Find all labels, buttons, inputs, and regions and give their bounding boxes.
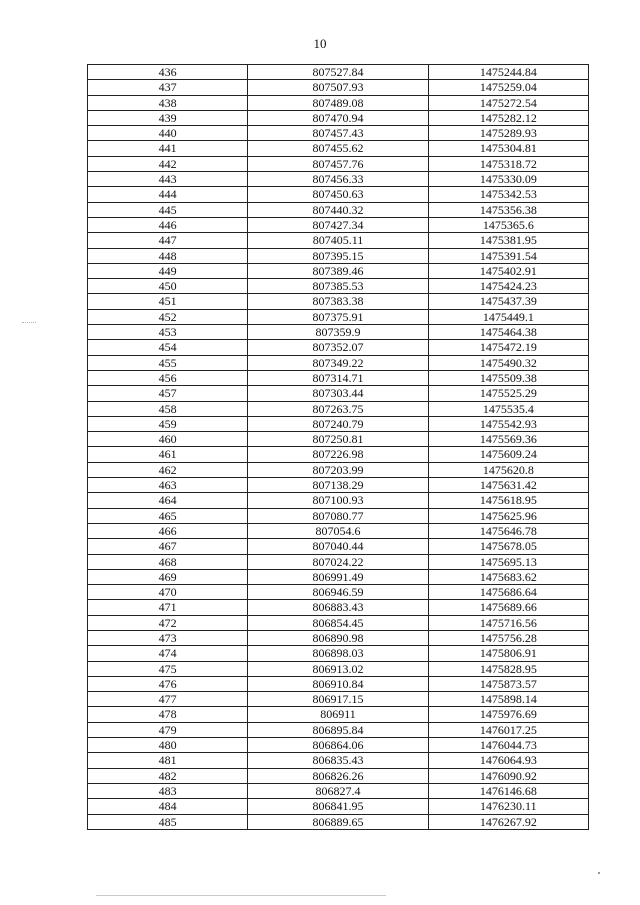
x-coordinate-cell: 806889.65 (248, 814, 428, 829)
table-row (88, 447, 589, 462)
x-coordinate-cell: 807352.07 (248, 340, 428, 355)
table-row (88, 799, 589, 814)
x-coordinate-cell: 807395.15 (248, 248, 428, 263)
table-row (88, 110, 589, 125)
table-row (88, 630, 589, 645)
point-number-cell: 467 (88, 539, 248, 554)
point-number-cell: 473 (88, 630, 248, 645)
point-number-cell: 439 (88, 110, 248, 125)
y-coordinate-cell: 1475569.36 (428, 432, 588, 447)
y-coordinate-cell: 1475304.81 (428, 141, 588, 156)
table-row (88, 783, 589, 798)
y-coordinate-cell: 1475678.05 (428, 539, 588, 554)
y-coordinate-cell: 1475756.28 (428, 630, 588, 645)
point-number-cell: 477 (88, 692, 248, 707)
x-coordinate-cell: 807427.34 (248, 217, 428, 232)
table-row (88, 325, 589, 340)
table-row (88, 95, 589, 110)
y-coordinate-cell: 1475620.8 (428, 462, 588, 477)
x-coordinate-cell: 807470.94 (248, 110, 428, 125)
table-row (88, 187, 589, 202)
y-coordinate-cell: 1475272.54 (428, 95, 588, 110)
x-coordinate-cell: 806946.59 (248, 585, 428, 600)
point-number-cell: 452 (88, 309, 248, 324)
x-coordinate-cell: 807349.22 (248, 355, 428, 370)
y-coordinate-cell: 1475365.6 (428, 217, 588, 232)
table-row (88, 768, 589, 783)
point-number-cell: 474 (88, 646, 248, 661)
table-row (88, 707, 589, 722)
table-row (88, 294, 589, 309)
y-coordinate-cell: 1475330.09 (428, 172, 588, 187)
point-number-cell: 468 (88, 554, 248, 569)
scan-mark (22, 322, 36, 325)
y-coordinate-cell: 1475716.56 (428, 615, 588, 630)
table-row (88, 370, 589, 385)
table-row (88, 692, 589, 707)
x-coordinate-cell: 807226.98 (248, 447, 428, 462)
table-row (88, 493, 589, 508)
point-number-cell: 447 (88, 233, 248, 248)
table-row (88, 263, 589, 278)
x-coordinate-cell: 807314.71 (248, 370, 428, 385)
table-row (88, 248, 589, 263)
point-number-cell: 472 (88, 615, 248, 630)
y-coordinate-cell: 1475683.62 (428, 569, 588, 584)
y-coordinate-cell: 1475646.78 (428, 523, 588, 538)
point-number-cell: 463 (88, 478, 248, 493)
point-number-cell: 437 (88, 80, 248, 95)
x-coordinate-cell: 807527.84 (248, 65, 428, 80)
y-coordinate-cell: 1475472.19 (428, 340, 588, 355)
y-coordinate-cell: 1475437.39 (428, 294, 588, 309)
point-number-cell: 481 (88, 753, 248, 768)
y-coordinate-cell: 1475898.14 (428, 692, 588, 707)
table-row (88, 569, 589, 584)
point-number-cell: 458 (88, 401, 248, 416)
y-coordinate-cell: 1475381.95 (428, 233, 588, 248)
x-coordinate-cell: 806854.45 (248, 615, 428, 630)
table-row (88, 646, 589, 661)
y-coordinate-cell: 1476146.68 (428, 783, 588, 798)
table-row (88, 217, 589, 232)
y-coordinate-cell: 1475695.13 (428, 554, 588, 569)
y-coordinate-cell: 1475342.53 (428, 187, 588, 202)
point-number-cell: 451 (88, 294, 248, 309)
x-coordinate-cell: 807203.99 (248, 462, 428, 477)
y-coordinate-cell: 1475873.57 (428, 676, 588, 691)
point-number-cell: 448 (88, 248, 248, 263)
table-row (88, 661, 589, 676)
table-row (88, 615, 589, 630)
y-coordinate-cell: 1475631.42 (428, 478, 588, 493)
table-row (88, 722, 589, 737)
table-row (88, 478, 589, 493)
x-coordinate-cell: 807457.43 (248, 126, 428, 141)
x-coordinate-cell: 807359.9 (248, 325, 428, 340)
x-coordinate-cell: 807263.75 (248, 401, 428, 416)
table-row (88, 386, 589, 401)
x-coordinate-cell: 806911 (248, 707, 428, 722)
x-coordinate-cell: 807450.63 (248, 187, 428, 202)
point-number-cell: 445 (88, 202, 248, 217)
table-row (88, 156, 589, 171)
table-row (88, 80, 589, 95)
y-coordinate-cell: 1475244.84 (428, 65, 588, 80)
x-coordinate-cell: 807385.53 (248, 279, 428, 294)
y-coordinate-cell: 1475402.91 (428, 263, 588, 278)
y-coordinate-cell: 1476090.92 (428, 768, 588, 783)
y-coordinate-cell: 1475618.95 (428, 493, 588, 508)
table-row (88, 738, 589, 753)
point-number-cell: 459 (88, 416, 248, 431)
y-coordinate-cell: 1475535.4 (428, 401, 588, 416)
y-coordinate-cell: 1476267.92 (428, 814, 588, 829)
table-row (88, 600, 589, 615)
table-row (88, 141, 589, 156)
x-coordinate-cell: 807405.11 (248, 233, 428, 248)
y-coordinate-cell: 1476044.73 (428, 738, 588, 753)
y-coordinate-cell: 1475609.24 (428, 447, 588, 462)
table-row (88, 309, 589, 324)
y-coordinate-cell: 1475464.38 (428, 325, 588, 340)
y-coordinate-cell: 1475318.72 (428, 156, 588, 171)
x-coordinate-cell: 807507.93 (248, 80, 428, 95)
x-coordinate-cell: 807080.77 (248, 508, 428, 523)
table-row (88, 172, 589, 187)
point-number-cell: 438 (88, 95, 248, 110)
x-coordinate-cell: 806890.98 (248, 630, 428, 645)
point-number-cell: 460 (88, 432, 248, 447)
point-number-cell: 482 (88, 768, 248, 783)
x-coordinate-cell: 807054.6 (248, 523, 428, 538)
point-number-cell: 457 (88, 386, 248, 401)
x-coordinate-cell: 806827.4 (248, 783, 428, 798)
point-number-cell: 464 (88, 493, 248, 508)
point-number-cell: 475 (88, 661, 248, 676)
y-coordinate-cell: 1475542.93 (428, 416, 588, 431)
table-row (88, 233, 589, 248)
table-row (88, 401, 589, 416)
point-number-cell: 441 (88, 141, 248, 156)
y-coordinate-cell: 1475509.38 (428, 370, 588, 385)
point-number-cell: 453 (88, 325, 248, 340)
point-number-cell: 462 (88, 462, 248, 477)
x-coordinate-cell: 807383.38 (248, 294, 428, 309)
coordinates-table (87, 64, 589, 830)
x-coordinate-cell: 806898.03 (248, 646, 428, 661)
y-coordinate-cell: 1475976.69 (428, 707, 588, 722)
point-number-cell: 456 (88, 370, 248, 385)
y-coordinate-cell: 1475686.64 (428, 585, 588, 600)
y-coordinate-cell: 1475282.12 (428, 110, 588, 125)
table-row (88, 462, 589, 477)
table-row (88, 432, 589, 447)
table-row (88, 814, 589, 829)
x-coordinate-cell: 806826.26 (248, 768, 428, 783)
x-coordinate-cell: 807138.29 (248, 478, 428, 493)
point-number-cell: 480 (88, 738, 248, 753)
y-coordinate-cell: 1475449.1 (428, 309, 588, 324)
point-number-cell: 470 (88, 585, 248, 600)
x-coordinate-cell: 807303.44 (248, 386, 428, 401)
point-number-cell: 479 (88, 722, 248, 737)
x-coordinate-cell: 807375.91 (248, 309, 428, 324)
table-row (88, 676, 589, 691)
coordinates-table-body (88, 65, 589, 830)
y-coordinate-cell: 1475391.54 (428, 248, 588, 263)
point-number-cell: 484 (88, 799, 248, 814)
x-coordinate-cell: 806917.15 (248, 692, 428, 707)
point-number-cell: 446 (88, 217, 248, 232)
y-coordinate-cell: 1475356.38 (428, 202, 588, 217)
table-row (88, 753, 589, 768)
y-coordinate-cell: 1476064.93 (428, 753, 588, 768)
x-coordinate-cell: 807440.32 (248, 202, 428, 217)
point-number-cell: 485 (88, 814, 248, 829)
x-coordinate-cell: 806913.02 (248, 661, 428, 676)
point-number-cell: 471 (88, 600, 248, 615)
x-coordinate-cell: 806835.43 (248, 753, 428, 768)
x-coordinate-cell: 806841.95 (248, 799, 428, 814)
x-coordinate-cell: 807389.46 (248, 263, 428, 278)
x-coordinate-cell: 807250.81 (248, 432, 428, 447)
x-coordinate-cell: 806883.43 (248, 600, 428, 615)
table-row (88, 523, 589, 538)
x-coordinate-cell: 806991.49 (248, 569, 428, 584)
table-row (88, 340, 589, 355)
y-coordinate-cell: 1475490.32 (428, 355, 588, 370)
point-number-cell: 455 (88, 355, 248, 370)
point-number-cell: 465 (88, 508, 248, 523)
table-row (88, 539, 589, 554)
y-coordinate-cell: 1475424.23 (428, 279, 588, 294)
point-number-cell: 436 (88, 65, 248, 80)
x-coordinate-cell: 807024.22 (248, 554, 428, 569)
x-coordinate-cell: 807456.33 (248, 172, 428, 187)
y-coordinate-cell: 1475289.93 (428, 126, 588, 141)
x-coordinate-cell: 807455.62 (248, 141, 428, 156)
point-number-cell: 483 (88, 783, 248, 798)
point-number-cell: 440 (88, 126, 248, 141)
table-row (88, 355, 589, 370)
x-coordinate-cell: 807240.79 (248, 416, 428, 431)
table-row (88, 279, 589, 294)
point-number-cell: 444 (88, 187, 248, 202)
point-number-cell: 450 (88, 279, 248, 294)
x-coordinate-cell: 807040.44 (248, 539, 428, 554)
table-row (88, 585, 589, 600)
y-coordinate-cell: 1475828.95 (428, 661, 588, 676)
page-number: 10 (313, 36, 327, 51)
x-coordinate-cell: 806864.06 (248, 738, 428, 753)
table-row (88, 202, 589, 217)
point-number-cell: 449 (88, 263, 248, 278)
point-number-cell: 443 (88, 172, 248, 187)
x-coordinate-cell: 807489.08 (248, 95, 428, 110)
y-coordinate-cell: 1475689.66 (428, 600, 588, 615)
x-coordinate-cell: 806895.84 (248, 722, 428, 737)
x-coordinate-cell: 807457.76 (248, 156, 428, 171)
y-coordinate-cell: 1476230.11 (428, 799, 588, 814)
point-number-cell: 476 (88, 676, 248, 691)
y-coordinate-cell: 1475525.29 (428, 386, 588, 401)
y-coordinate-cell: 1475625.96 (428, 508, 588, 523)
y-coordinate-cell: 1476017.25 (428, 722, 588, 737)
point-number-cell: 442 (88, 156, 248, 171)
x-coordinate-cell: 806910.84 (248, 676, 428, 691)
scan-edge-line (96, 895, 386, 896)
point-number-cell: 466 (88, 523, 248, 538)
table-row (88, 416, 589, 431)
scan-dot (598, 872, 600, 874)
point-number-cell: 461 (88, 447, 248, 462)
table-row (88, 508, 589, 523)
table-row (88, 554, 589, 569)
point-number-cell: 469 (88, 569, 248, 584)
y-coordinate-cell: 1475259.04 (428, 80, 588, 95)
x-coordinate-cell: 807100.93 (248, 493, 428, 508)
y-coordinate-cell: 1475806.91 (428, 646, 588, 661)
table-row (88, 126, 589, 141)
point-number-cell: 478 (88, 707, 248, 722)
table-row (88, 65, 589, 80)
point-number-cell: 454 (88, 340, 248, 355)
